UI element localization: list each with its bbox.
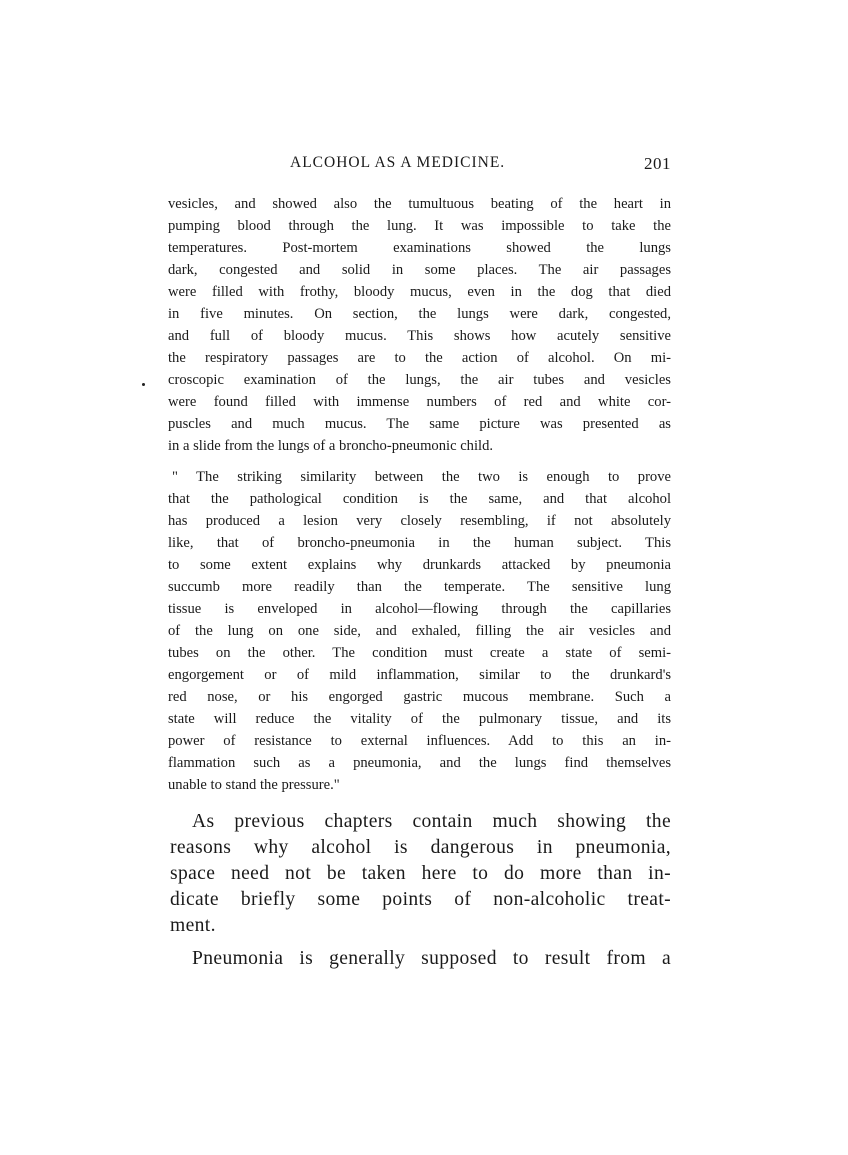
text-line: state will reduce the vitality of the pulmonary tissue, and its: [168, 711, 671, 727]
text-line: Pneumonia is generally supposed to result from a: [192, 948, 671, 969]
text-line: were found filled with immense numbers of red and white cor-: [168, 394, 671, 410]
text-line: pumping blood through the lung. It was impossible to take the: [168, 218, 671, 234]
text-line: tubes on the other. The condition must create a state of semi-: [168, 645, 671, 661]
page-number: 201: [644, 154, 671, 173]
text-line: that the pathological condition is the same, and that alcohol: [168, 491, 671, 507]
running-head: [168, 154, 671, 176]
running-title: ALCOHOL AS A MEDICINE.: [290, 154, 506, 171]
paragraph-body: [170, 809, 671, 939]
text-line: ment.: [170, 915, 216, 936]
text-line: dark, congested and solid in some places. The air passages: [168, 262, 671, 278]
text-line: has produced a lesion very closely resembling, if not absolutely: [168, 513, 671, 529]
text-line: red nose, or his engorged gastric mucous membrane. Such a: [168, 689, 671, 705]
text-line: power of resistance to external influences. Add to this an in-: [168, 733, 671, 749]
text-line: and full of bloody mucus. This shows how acutely sensitive: [168, 328, 671, 344]
paragraph-quote-continuation: [168, 193, 671, 457]
text-line: dicate briefly some points of non-alcoholic treat-: [170, 889, 671, 910]
text-line: temperatures. Post-mortem examinations showed the lungs: [168, 240, 671, 256]
text-line: flammation such as a pneumonia, and the lungs find themselves: [168, 755, 671, 771]
text-line: tissue is enveloped in alcohol—flowing through the capillaries: [168, 601, 671, 617]
text-line: succumb more readily than the temperate. The sensitive lung: [168, 579, 671, 595]
text-line: were filled with frothy, bloody mucus, even in the dog that died: [168, 284, 671, 300]
text-line: like, that of broncho-pneumonia in the human subject. This: [168, 535, 671, 551]
text-line: of the lung on one side, and exhaled, filling the air vesicles and: [168, 623, 671, 639]
text-line: in a slide from the lungs of a broncho-pneumonic child.: [168, 438, 494, 454]
text-line: vesicles, and showed also the tumultuous beating of the heart in: [168, 196, 671, 212]
text-line: the respiratory passages are to the action of alcohol. On mi-: [168, 350, 671, 366]
text-line: As previous chapters contain much showing the: [192, 811, 671, 832]
paragraph-quote: [168, 466, 671, 796]
text-line: space need not be taken here to do more than in-: [170, 863, 671, 884]
text-line: reasons why alcohol is dangerous in pneumonia,: [170, 837, 671, 858]
text-line: puscles and much mucus. The same picture was presented as: [168, 416, 671, 432]
text-line: in five minutes. On section, the lungs were dark, congested,: [168, 306, 671, 322]
text-line: " The striking similarity between the two is enough to prove: [172, 469, 671, 485]
margin-mark: [142, 383, 145, 386]
text-line: to some extent explains why drunkards attacked by pneumonia: [168, 557, 671, 573]
text-line: engorgement or of mild inflammation, similar to the drunkard's: [168, 667, 671, 683]
text-line: unable to stand the pressure.": [168, 777, 340, 793]
paragraph-body: [170, 946, 671, 972]
text-line: croscopic examination of the lungs, the air tubes and vesicles: [168, 372, 671, 388]
